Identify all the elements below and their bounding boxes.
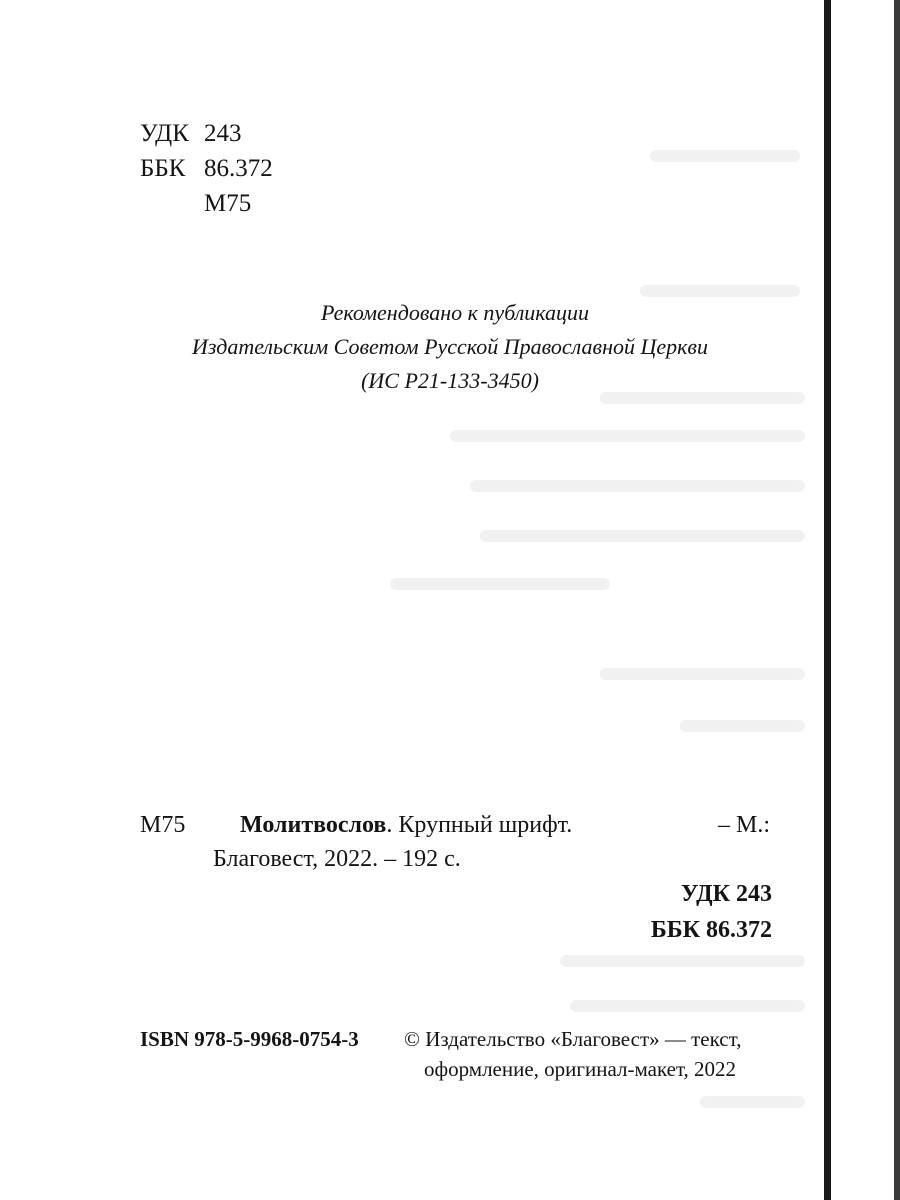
copyright-line-1: © Издательство «Благовест» — текст, [404,1027,742,1051]
bbk-row [140,151,273,186]
next-page-strip [831,0,900,1200]
recommendation-block [0,296,900,398]
show-through-line [700,1096,805,1108]
show-through-line [560,955,805,967]
outer-edge-shadow [894,0,900,1200]
bibliography-line-2: Благовест, 2022. – 192 с. [213,846,461,872]
bibliography-udk: УДК 243 [680,881,772,907]
bibliography-record [213,808,770,876]
bibliography-author-sign: М75 [140,812,186,838]
copyright-line-2: оформление, оригинал-макет, 2022 [424,1057,737,1081]
bibliography-line-1 [240,808,770,842]
bbk-value: 86.372 [204,155,273,182]
udk-value: 243 [204,120,242,147]
bibliography-bbk: ББК 86.372 [650,917,772,943]
page-edge-shadow [824,0,831,1200]
recommendation-line-1: Рекомендовано к публикации [320,300,590,325]
show-through-line [650,150,800,162]
copyright-notice [404,1024,774,1084]
bbk-label: ББК [140,155,186,182]
show-through-line [390,578,610,590]
bibliography-subtitle: . Крупный шрифт. [386,812,573,838]
author-sign: М75 [204,190,252,217]
bibliography-title-part [240,808,572,842]
udk-label: УДК [140,120,189,147]
bibliography-place: – М.: [717,812,770,838]
recommendation-line-2: Издательским Советом Русской Православной Церкви [192,334,708,359]
bibliography-title: Молитвослов [240,812,387,838]
classification-block [140,116,273,221]
show-through-line [600,668,805,680]
show-through-line [450,430,805,442]
show-through-line [570,1000,805,1012]
show-through-line [680,720,805,732]
isbn: ISBN 978-5-9968-0754-3 [140,1027,359,1051]
recommendation-line-3: (ИС Р21-133-3450) [361,368,539,393]
show-through-line [480,530,805,542]
bibliography-classification [651,876,772,948]
show-through-line [470,480,805,492]
udk-row [140,116,273,151]
